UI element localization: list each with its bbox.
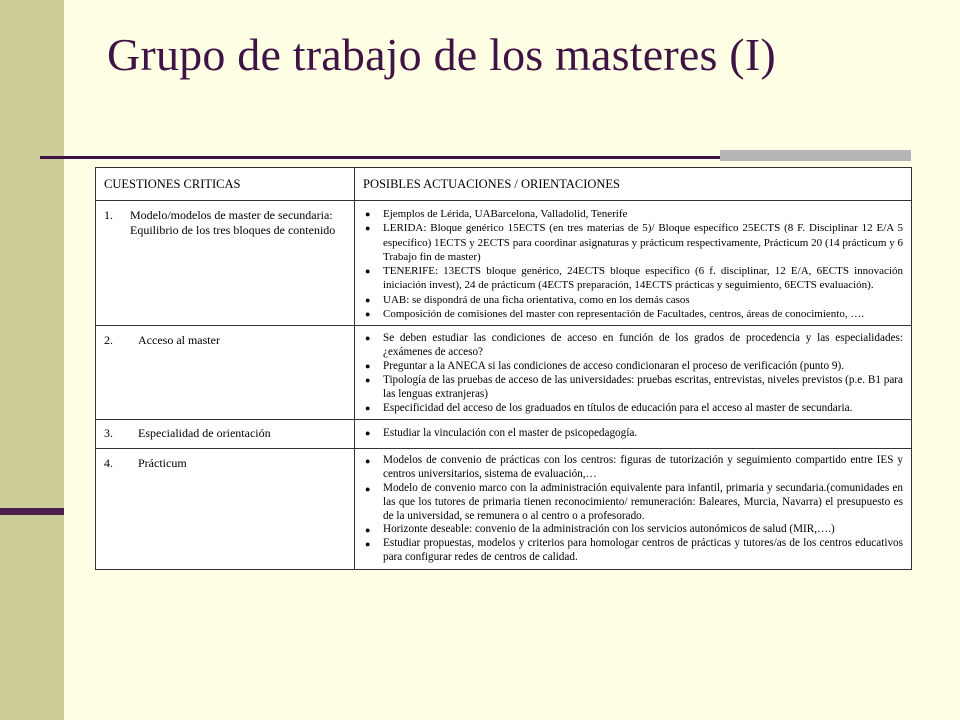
list-item: ● Ejemplos de Lérida, UABarcelona, Valladolid, Tenerife <box>365 208 628 220</box>
list-item: ● Tipología de las pruebas de acceso de las universidades: pruebas escritas, entrevistas, niveles previstos (p.e. B1 para las lenguas extranjeras) <box>365 374 903 401</box>
bullet-icon: ● <box>365 483 371 494</box>
bullet-icon: ● <box>365 525 371 536</box>
header-actuaciones: POSIBLES ACTUACIONES / ORIENTACIONES <box>355 168 912 201</box>
issue-number: 1. <box>104 208 113 222</box>
list-item: ● Modelo de convenio marco con la administración equivalente para infantil, primaria y secundaria.(comunidades en las que los tutores de primaria tienen reconocimiento/ remuneración: Baleares, Murcia, Navarra) el presupuesto es de la universidad, se remunera o al centro o a profesorado. <box>365 481 903 522</box>
list-item: ● Se deben estudiar las condiciones de acceso en función de los grados de procedencia y las especialidades: ¿exámenes de acceso? <box>365 332 903 359</box>
actions-cell <box>355 449 912 570</box>
table-row <box>96 201 912 326</box>
bullet-icon: ● <box>365 294 371 305</box>
issue-label: Modelo/modelos de master de secundaria: Equilibrio de los tres bloques de contenido <box>130 208 336 237</box>
bullet-icon: ● <box>365 209 371 219</box>
bullet-icon: ● <box>365 539 371 550</box>
bullet-icon: ● <box>365 266 371 277</box>
list-item: ● LERIDA: Bloque genérico 15ECTS (en tres materias de 5)/ Bloque específico 25ECTS (8 F. Disciplinar 12 E/A 5 específico) 1ECTS y 2ECTS para coordinar asignaturas y prácticum respectivamente, Prácticum 20 (14 prácticum y 6 Trabajo fin de master) <box>365 222 903 263</box>
issue-cell <box>96 326 355 420</box>
issue-cell <box>96 449 355 570</box>
header-cuestiones: CUESTIONES CRITICAS <box>96 168 355 201</box>
gray-accent-block <box>720 150 911 161</box>
slide-title: Grupo de trabajo de los masteres (I) <box>107 29 776 80</box>
issue-cell <box>96 420 355 449</box>
table-row <box>96 326 912 420</box>
issue-label: Acceso al master <box>138 333 220 348</box>
bullet-icon: ● <box>365 223 371 234</box>
list-item: ● UAB: se dispondrá de una ficha orientativa, como en los demás casos <box>365 293 690 306</box>
list-item: ● TENERIFE: 13ECTS bloque genérico, 24ECTS bloque específico (6 f. disciplinar, 12 E/A, 6ECTS innovación iniciación invest), 24 de prácticum (4ECTS preparación, 14ECTS prácticas y seguimiento, 6ECTS evaluación). <box>365 265 903 292</box>
bullet-icon: ● <box>365 333 371 344</box>
list-item: ● Estudiar propuestas, modelos y criterios para homologar centros de prácticas y tutores/as de los centros educativos para configurar redes de centros de calidad. <box>365 537 903 564</box>
issue-cell <box>96 201 355 326</box>
issue-number: 4. <box>104 456 113 471</box>
actions-cell <box>355 326 912 420</box>
list-item: ● Composición de comisiones del master con representación de Facultades, centros, áreas de conocimiento, …. <box>365 308 865 321</box>
issues-table <box>95 167 912 570</box>
left-decorative-bar <box>0 0 64 720</box>
list-item: ● Preguntar a la ANECA si las condiciones de acceso condicionaran el proceso de verificación (punto 9). <box>365 360 845 373</box>
table-header-row <box>96 168 912 201</box>
actions-cell <box>355 420 912 449</box>
list-item: ● Modelos de convenio de prácticas con los centros: figuras de tutorización y seguimiento compartido entre IES y centros universitarios, sistema de evaluación,… <box>365 454 903 481</box>
list-item: ● Especificidad del acceso de los graduados en títulos de educación para el acceso al master de secundaria. <box>365 402 853 415</box>
table-row <box>96 420 912 449</box>
list-item: ● Estudiar la vinculación con el master de psicopedagogía. <box>365 427 638 440</box>
bullet-icon: ● <box>365 456 371 467</box>
issue-label: Especialidad de orientación <box>138 426 271 441</box>
bullet-icon: ● <box>365 375 371 386</box>
issue-number: 2. <box>104 333 113 348</box>
issue-number: 3. <box>104 426 113 441</box>
table-row <box>96 449 912 570</box>
issue-label: Prácticum <box>138 456 187 471</box>
bullet-icon: ● <box>365 428 371 439</box>
bullet-icon: ● <box>365 309 371 320</box>
bullet-icon: ● <box>365 361 371 372</box>
left-accent-stripe <box>0 508 64 515</box>
list-item: ● Horizonte deseable: convenio de la administración con los servicios autonómicos de salud (MIR,….) <box>365 523 835 536</box>
actions-cell <box>355 201 912 326</box>
bullet-icon: ● <box>365 403 371 414</box>
title-underline <box>40 156 720 159</box>
